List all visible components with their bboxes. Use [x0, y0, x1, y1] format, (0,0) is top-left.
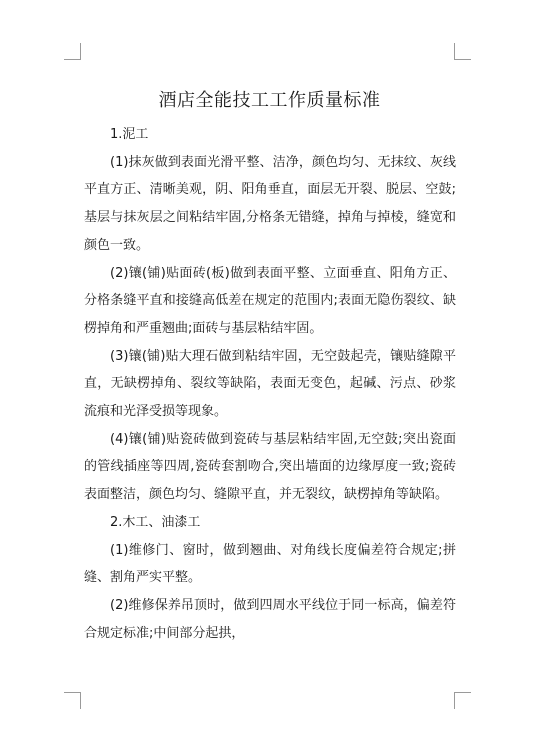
paragraph: (4)镶(铺)贴瓷砖做到瓷砖与基层粘结牢固,无空鼓;突出瓷面的管线插座等四周,瓷砖套割吻合,突出墙面的边缘厚度一致;瓷砖表面整洁，颜色均匀、缝隙平直，并无裂纹，缺楞掉角等缺陷。: [84, 431, 456, 503]
document-body: [84, 121, 456, 647]
paragraph: (1)维修门、窗时，做到翘曲、对角线长度偏差符合规定;拼缝、割角严实平整。: [84, 542, 456, 586]
paragraph: (1)抹灰做到表面光滑平整、洁净，颜色均匀、无抹纹、灰线平直方正、清晰美观，阴、阳角垂直，面层无开裂、脱层、空鼓;基层与抹灰层之间粘结牢固,分格条无错缝，掉角与掉棱，缝宽和颜色一致。: [84, 154, 456, 253]
section-heading: 1.泥工: [110, 127, 149, 142]
crop-mark-bottom-left: [64, 692, 81, 709]
paragraph: (2)镶(铺)贴面砖(板)做到表面平整、立面垂直、阳角方正、分格条缝平直和接缝高低差在规定的范围内;表面无隐伤裂纹、缺楞掉角和严重翘曲;面砖与基层粘结牢固。: [84, 265, 456, 336]
crop-mark-top-right: [454, 43, 471, 60]
paragraph: (3)镶(铺)贴大理石做到粘结牢固，无空鼓起壳，镶贴缝隙平直，无缺楞掉角、裂纹等缺陷，表面无变色，起碱、污点、砂浆流痕和光泽受损等现象。: [84, 348, 456, 420]
crop-mark-top-left: [64, 43, 81, 60]
paragraph: (2)维修保养吊顶时，做到四周水平线位于同一标高，偏差符合规定标准;中间部分起拱，: [84, 597, 456, 641]
crop-mark-bottom-right: [454, 692, 471, 709]
section-heading: 2.木工、油漆工: [110, 514, 201, 530]
document-title: 酒店全能技工工作质量标准: [158, 90, 381, 111]
